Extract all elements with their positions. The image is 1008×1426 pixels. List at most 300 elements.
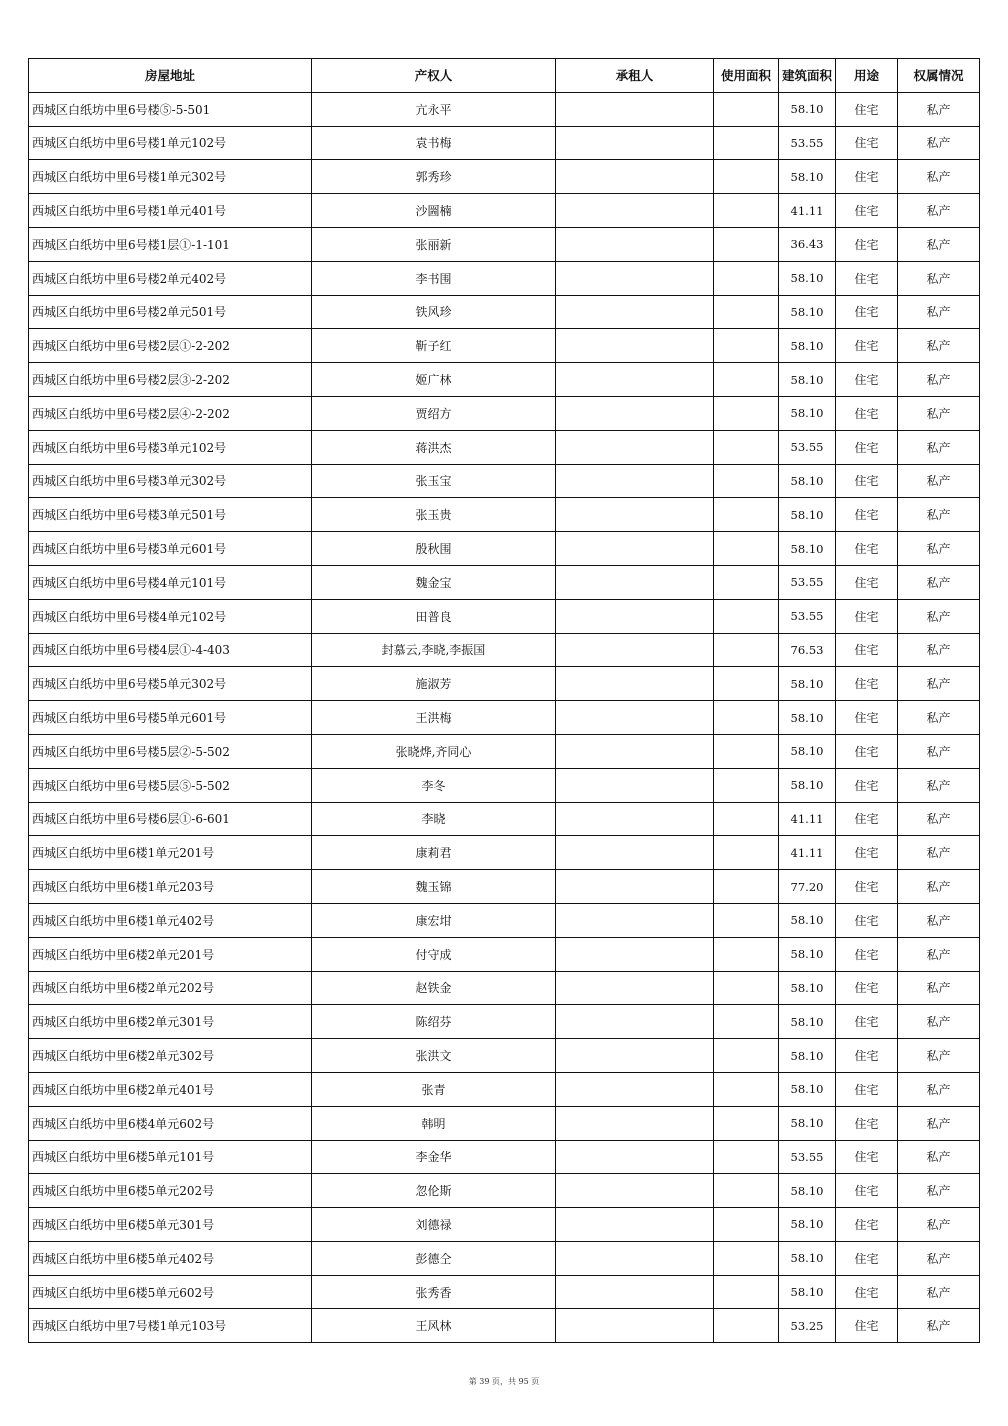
cell-usage: 住宅 bbox=[836, 194, 898, 228]
cell-owner: 张洪文 bbox=[312, 1039, 556, 1073]
cell-ownership: 私产 bbox=[898, 1106, 980, 1140]
table-row bbox=[29, 227, 980, 261]
cell-usage: 住宅 bbox=[836, 1005, 898, 1039]
cell-building-area: 58.10 bbox=[779, 768, 836, 802]
cell-address: 西城区白纸坊中里6号楼2层③-2-202 bbox=[29, 363, 312, 397]
cell-owner: 铁风珍 bbox=[312, 295, 556, 329]
cell-address: 西城区白纸坊中里6号楼2层④-2-202 bbox=[29, 396, 312, 430]
cell-usage: 住宅 bbox=[836, 701, 898, 735]
cell-usage: 住宅 bbox=[836, 768, 898, 802]
table-row bbox=[29, 1309, 980, 1343]
table-row bbox=[29, 1208, 980, 1242]
cell-tenant bbox=[556, 734, 714, 768]
table-row bbox=[29, 295, 980, 329]
cell-tenant bbox=[556, 565, 714, 599]
cell-owner: 殷秋围 bbox=[312, 532, 556, 566]
cell-ownership: 私产 bbox=[898, 971, 980, 1005]
cell-tenant bbox=[556, 1174, 714, 1208]
cell-building-area: 58.10 bbox=[779, 92, 836, 126]
table-row bbox=[29, 667, 980, 701]
table-row bbox=[29, 633, 980, 667]
cell-address: 西城区白纸坊中里6号楼3单元501号 bbox=[29, 498, 312, 532]
header-address: 房屋地址 bbox=[29, 59, 312, 93]
table-row bbox=[29, 802, 980, 836]
cell-ownership: 私产 bbox=[898, 227, 980, 261]
cell-ownership: 私产 bbox=[898, 565, 980, 599]
cell-building-area: 58.10 bbox=[779, 1039, 836, 1073]
cell-address: 西城区白纸坊中里6号楼5单元601号 bbox=[29, 701, 312, 735]
cell-tenant bbox=[556, 701, 714, 735]
cell-address: 西城区白纸坊中里6号楼1层①-1-101 bbox=[29, 227, 312, 261]
cell-ownership: 私产 bbox=[898, 836, 980, 870]
cell-address: 西城区白纸坊中里6号楼1单元102号 bbox=[29, 126, 312, 160]
cell-usage: 住宅 bbox=[836, 836, 898, 870]
cell-building-area: 53.55 bbox=[779, 599, 836, 633]
cell-usage: 住宅 bbox=[836, 1072, 898, 1106]
cell-address: 西城区白纸坊中里6号楼1单元302号 bbox=[29, 160, 312, 194]
cell-owner: 张玉宝 bbox=[312, 464, 556, 498]
cell-owner: 施淑芳 bbox=[312, 667, 556, 701]
cell-tenant bbox=[556, 1039, 714, 1073]
header-tenant: 承租人 bbox=[556, 59, 714, 93]
cell-address: 西城区白纸坊中里6楼2单元302号 bbox=[29, 1039, 312, 1073]
cell-usable-area bbox=[714, 1309, 779, 1343]
cell-usable-area bbox=[714, 498, 779, 532]
cell-ownership: 私产 bbox=[898, 464, 980, 498]
cell-tenant bbox=[556, 768, 714, 802]
cell-building-area: 58.10 bbox=[779, 667, 836, 701]
cell-owner: 王洪梅 bbox=[312, 701, 556, 735]
cell-ownership: 私产 bbox=[898, 1309, 980, 1343]
table-row bbox=[29, 498, 980, 532]
header-owner: 产权人 bbox=[312, 59, 556, 93]
cell-address: 西城区白纸坊中里6楼5单元202号 bbox=[29, 1174, 312, 1208]
cell-building-area: 58.10 bbox=[779, 937, 836, 971]
cell-tenant bbox=[556, 363, 714, 397]
cell-address: 西城区白纸坊中里6号楼⑤-5-501 bbox=[29, 92, 312, 126]
cell-building-area: 58.10 bbox=[779, 903, 836, 937]
table-row bbox=[29, 971, 980, 1005]
cell-address: 西城区白纸坊中里6楼2单元401号 bbox=[29, 1072, 312, 1106]
cell-usable-area bbox=[714, 1005, 779, 1039]
cell-usage: 住宅 bbox=[836, 329, 898, 363]
cell-owner: 王风林 bbox=[312, 1309, 556, 1343]
page-footer: 第 39 页，共 95 页 bbox=[468, 1377, 540, 1386]
cell-address: 西城区白纸坊中里6号楼1单元401号 bbox=[29, 194, 312, 228]
cell-ownership: 私产 bbox=[898, 870, 980, 904]
cell-ownership: 私产 bbox=[898, 396, 980, 430]
cell-usage: 住宅 bbox=[836, 1208, 898, 1242]
cell-ownership: 私产 bbox=[898, 734, 980, 768]
cell-usable-area bbox=[714, 1275, 779, 1309]
cell-building-area: 76.53 bbox=[779, 633, 836, 667]
cell-usable-area bbox=[714, 903, 779, 937]
table-row bbox=[29, 464, 980, 498]
cell-tenant bbox=[556, 498, 714, 532]
cell-ownership: 私产 bbox=[898, 701, 980, 735]
cell-ownership: 私产 bbox=[898, 430, 980, 464]
cell-owner: 彭德仝 bbox=[312, 1241, 556, 1275]
cell-address: 西城区白纸坊中里6楼5单元402号 bbox=[29, 1241, 312, 1275]
cell-usable-area bbox=[714, 329, 779, 363]
cell-usable-area bbox=[714, 701, 779, 735]
cell-usable-area bbox=[714, 734, 779, 768]
cell-usage: 住宅 bbox=[836, 1241, 898, 1275]
cell-usable-area bbox=[714, 227, 779, 261]
cell-building-area: 41.11 bbox=[779, 194, 836, 228]
cell-tenant bbox=[556, 295, 714, 329]
cell-owner: 陈绍芬 bbox=[312, 1005, 556, 1039]
table-row bbox=[29, 1140, 980, 1174]
table-row bbox=[29, 1241, 980, 1275]
cell-usage: 住宅 bbox=[836, 734, 898, 768]
cell-usable-area bbox=[714, 768, 779, 802]
cell-building-area: 58.10 bbox=[779, 261, 836, 295]
cell-building-area: 58.10 bbox=[779, 329, 836, 363]
cell-usable-area bbox=[714, 430, 779, 464]
cell-ownership: 私产 bbox=[898, 295, 980, 329]
cell-address: 西城区白纸坊中里6楼2单元202号 bbox=[29, 971, 312, 1005]
cell-ownership: 私产 bbox=[898, 498, 980, 532]
cell-ownership: 私产 bbox=[898, 768, 980, 802]
cell-ownership: 私产 bbox=[898, 261, 980, 295]
cell-owner: 张青 bbox=[312, 1072, 556, 1106]
cell-address: 西城区白纸坊中里6楼5单元301号 bbox=[29, 1208, 312, 1242]
cell-owner: 忽伦斯 bbox=[312, 1174, 556, 1208]
table-row bbox=[29, 92, 980, 126]
cell-ownership: 私产 bbox=[898, 1275, 980, 1309]
cell-usable-area bbox=[714, 1241, 779, 1275]
cell-owner: 刘德禄 bbox=[312, 1208, 556, 1242]
cell-tenant bbox=[556, 396, 714, 430]
cell-address: 西城区白纸坊中里6楼2单元201号 bbox=[29, 937, 312, 971]
cell-tenant bbox=[556, 1005, 714, 1039]
header-ownership: 权属情况 bbox=[898, 59, 980, 93]
cell-ownership: 私产 bbox=[898, 1005, 980, 1039]
cell-building-area: 58.10 bbox=[779, 1106, 836, 1140]
cell-building-area: 58.10 bbox=[779, 532, 836, 566]
cell-address: 西城区白纸坊中里6号楼4单元101号 bbox=[29, 565, 312, 599]
cell-usage: 住宅 bbox=[836, 565, 898, 599]
table-row bbox=[29, 903, 980, 937]
cell-owner: 付守成 bbox=[312, 937, 556, 971]
cell-ownership: 私产 bbox=[898, 160, 980, 194]
cell-address: 西城区白纸坊中里6号楼5单元302号 bbox=[29, 667, 312, 701]
cell-address: 西城区白纸坊中里6楼1单元201号 bbox=[29, 836, 312, 870]
cell-tenant bbox=[556, 227, 714, 261]
cell-usable-area bbox=[714, 363, 779, 397]
cell-usable-area bbox=[714, 1072, 779, 1106]
cell-building-area: 58.10 bbox=[779, 498, 836, 532]
cell-address: 西城区白纸坊中里6号楼3单元102号 bbox=[29, 430, 312, 464]
cell-address: 西城区白纸坊中里6楼2单元301号 bbox=[29, 1005, 312, 1039]
cell-building-area: 41.11 bbox=[779, 802, 836, 836]
cell-building-area: 58.10 bbox=[779, 734, 836, 768]
table-row bbox=[29, 734, 980, 768]
property-table bbox=[28, 58, 980, 1343]
cell-owner: 李金华 bbox=[312, 1140, 556, 1174]
cell-tenant bbox=[556, 1140, 714, 1174]
cell-ownership: 私产 bbox=[898, 194, 980, 228]
cell-building-area: 53.25 bbox=[779, 1309, 836, 1343]
cell-ownership: 私产 bbox=[898, 633, 980, 667]
cell-ownership: 私产 bbox=[898, 1174, 980, 1208]
cell-usable-area bbox=[714, 633, 779, 667]
cell-address: 西城区白纸坊中里6楼5单元101号 bbox=[29, 1140, 312, 1174]
table-row bbox=[29, 430, 980, 464]
cell-usable-area bbox=[714, 160, 779, 194]
cell-owner: 亢永平 bbox=[312, 92, 556, 126]
cell-building-area: 41.11 bbox=[779, 836, 836, 870]
cell-tenant bbox=[556, 903, 714, 937]
cell-owner: 蒋洪杰 bbox=[312, 430, 556, 464]
cell-usage: 住宅 bbox=[836, 1309, 898, 1343]
table-row bbox=[29, 1174, 980, 1208]
cell-usable-area bbox=[714, 971, 779, 1005]
cell-address: 西城区白纸坊中里6号楼4单元102号 bbox=[29, 599, 312, 633]
cell-owner: 赵铁金 bbox=[312, 971, 556, 1005]
cell-owner: 康宏坩 bbox=[312, 903, 556, 937]
cell-building-area: 58.10 bbox=[779, 1208, 836, 1242]
cell-owner: 贾绍方 bbox=[312, 396, 556, 430]
cell-usage: 住宅 bbox=[836, 599, 898, 633]
cell-usable-area bbox=[714, 1039, 779, 1073]
cell-usable-area bbox=[714, 667, 779, 701]
cell-building-area: 58.10 bbox=[779, 363, 836, 397]
cell-tenant bbox=[556, 92, 714, 126]
cell-building-area: 58.10 bbox=[779, 295, 836, 329]
cell-usage: 住宅 bbox=[836, 92, 898, 126]
cell-address: 西城区白纸坊中里6楼4单元602号 bbox=[29, 1106, 312, 1140]
cell-usable-area bbox=[714, 261, 779, 295]
table-row bbox=[29, 194, 980, 228]
cell-building-area: 58.10 bbox=[779, 971, 836, 1005]
cell-owner: 康莉君 bbox=[312, 836, 556, 870]
cell-owner: 李书围 bbox=[312, 261, 556, 295]
cell-building-area: 58.10 bbox=[779, 1072, 836, 1106]
table-row bbox=[29, 363, 980, 397]
cell-building-area: 58.10 bbox=[779, 1174, 836, 1208]
table-row bbox=[29, 532, 980, 566]
cell-address: 西城区白纸坊中里6号楼2单元501号 bbox=[29, 295, 312, 329]
cell-usage: 住宅 bbox=[836, 903, 898, 937]
cell-building-area: 58.10 bbox=[779, 1275, 836, 1309]
cell-usable-area bbox=[714, 1140, 779, 1174]
cell-owner: 靳子红 bbox=[312, 329, 556, 363]
table-row bbox=[29, 1072, 980, 1106]
cell-tenant bbox=[556, 532, 714, 566]
cell-usage: 住宅 bbox=[836, 160, 898, 194]
cell-address: 西城区白纸坊中里6楼1单元203号 bbox=[29, 870, 312, 904]
cell-owner: 李冬 bbox=[312, 768, 556, 802]
cell-owner: 张玉贵 bbox=[312, 498, 556, 532]
cell-ownership: 私产 bbox=[898, 599, 980, 633]
cell-owner: 沙圌楠 bbox=[312, 194, 556, 228]
cell-building-area: 53.55 bbox=[779, 1140, 836, 1174]
table-row bbox=[29, 599, 980, 633]
cell-usable-area bbox=[714, 464, 779, 498]
cell-usable-area bbox=[714, 126, 779, 160]
cell-usable-area bbox=[714, 396, 779, 430]
cell-ownership: 私产 bbox=[898, 903, 980, 937]
table-row bbox=[29, 1275, 980, 1309]
cell-building-area: 58.10 bbox=[779, 396, 836, 430]
table-row bbox=[29, 768, 980, 802]
cell-owner: 魏玉锦 bbox=[312, 870, 556, 904]
table-row bbox=[29, 396, 980, 430]
cell-ownership: 私产 bbox=[898, 1140, 980, 1174]
cell-ownership: 私产 bbox=[898, 532, 980, 566]
table-row bbox=[29, 937, 980, 971]
cell-address: 西城区白纸坊中里6楼1单元402号 bbox=[29, 903, 312, 937]
cell-tenant bbox=[556, 1309, 714, 1343]
cell-address: 西城区白纸坊中里6号楼2单元402号 bbox=[29, 261, 312, 295]
cell-owner: 郭秀珍 bbox=[312, 160, 556, 194]
cell-tenant bbox=[556, 802, 714, 836]
cell-tenant bbox=[556, 1106, 714, 1140]
table-row bbox=[29, 836, 980, 870]
cell-address: 西城区白纸坊中里6号楼4层①-4-403 bbox=[29, 633, 312, 667]
cell-tenant bbox=[556, 599, 714, 633]
cell-owner: 韩明 bbox=[312, 1106, 556, 1140]
table-row bbox=[29, 160, 980, 194]
cell-ownership: 私产 bbox=[898, 1072, 980, 1106]
cell-ownership: 私产 bbox=[898, 1241, 980, 1275]
table-header-row bbox=[29, 59, 980, 93]
cell-tenant bbox=[556, 1072, 714, 1106]
cell-building-area: 58.10 bbox=[779, 701, 836, 735]
cell-address: 西城区白纸坊中里6号楼5层②-5-502 bbox=[29, 734, 312, 768]
cell-usable-area bbox=[714, 92, 779, 126]
cell-tenant bbox=[556, 971, 714, 1005]
cell-building-area: 53.55 bbox=[779, 565, 836, 599]
cell-usage: 住宅 bbox=[836, 430, 898, 464]
cell-address: 西城区白纸坊中里6楼5单元602号 bbox=[29, 1275, 312, 1309]
table-row bbox=[29, 1106, 980, 1140]
cell-ownership: 私产 bbox=[898, 667, 980, 701]
cell-tenant bbox=[556, 464, 714, 498]
table-row bbox=[29, 1039, 980, 1073]
cell-building-area: 58.10 bbox=[779, 160, 836, 194]
cell-building-area: 53.55 bbox=[779, 126, 836, 160]
cell-usable-area bbox=[714, 802, 779, 836]
header-building-area: 建筑面积 bbox=[779, 59, 836, 93]
cell-usage: 住宅 bbox=[836, 498, 898, 532]
table-row bbox=[29, 261, 980, 295]
cell-tenant bbox=[556, 160, 714, 194]
cell-building-area: 58.10 bbox=[779, 1241, 836, 1275]
cell-usable-area bbox=[714, 937, 779, 971]
cell-usable-area bbox=[714, 1174, 779, 1208]
cell-usable-area bbox=[714, 870, 779, 904]
cell-owner: 封慕云,李晓,李振国 bbox=[312, 633, 556, 667]
cell-usage: 住宅 bbox=[836, 1039, 898, 1073]
cell-tenant bbox=[556, 1275, 714, 1309]
cell-ownership: 私产 bbox=[898, 1039, 980, 1073]
cell-ownership: 私产 bbox=[898, 802, 980, 836]
table-body bbox=[29, 92, 980, 1342]
cell-ownership: 私产 bbox=[898, 363, 980, 397]
header-usage: 用途 bbox=[836, 59, 898, 93]
cell-building-area: 58.10 bbox=[779, 464, 836, 498]
cell-tenant bbox=[556, 633, 714, 667]
cell-usable-area bbox=[714, 1106, 779, 1140]
cell-usage: 住宅 bbox=[836, 1174, 898, 1208]
table-row bbox=[29, 701, 980, 735]
cell-usable-area bbox=[714, 565, 779, 599]
cell-usable-area bbox=[714, 836, 779, 870]
cell-address: 西城区白纸坊中里6号楼3单元302号 bbox=[29, 464, 312, 498]
cell-owner: 田普良 bbox=[312, 599, 556, 633]
table-row bbox=[29, 1005, 980, 1039]
table-row bbox=[29, 126, 980, 160]
cell-owner: 魏金宝 bbox=[312, 565, 556, 599]
cell-address: 西城区白纸坊中里6号楼5层⑤-5-502 bbox=[29, 768, 312, 802]
cell-usage: 住宅 bbox=[836, 1140, 898, 1174]
cell-usable-area bbox=[714, 532, 779, 566]
cell-owner: 张秀香 bbox=[312, 1275, 556, 1309]
cell-usage: 住宅 bbox=[836, 667, 898, 701]
table-row bbox=[29, 870, 980, 904]
cell-usage: 住宅 bbox=[836, 1106, 898, 1140]
property-table-container bbox=[28, 58, 979, 1343]
cell-ownership: 私产 bbox=[898, 937, 980, 971]
cell-usage: 住宅 bbox=[836, 1275, 898, 1309]
cell-tenant bbox=[556, 870, 714, 904]
cell-usage: 住宅 bbox=[836, 227, 898, 261]
cell-owner: 张丽新 bbox=[312, 227, 556, 261]
cell-usable-area bbox=[714, 599, 779, 633]
cell-usage: 住宅 bbox=[836, 532, 898, 566]
cell-usage: 住宅 bbox=[836, 870, 898, 904]
cell-owner: 袁书梅 bbox=[312, 126, 556, 160]
cell-building-area: 77.20 bbox=[779, 870, 836, 904]
cell-ownership: 私产 bbox=[898, 1208, 980, 1242]
cell-tenant bbox=[556, 836, 714, 870]
cell-tenant bbox=[556, 430, 714, 464]
cell-usage: 住宅 bbox=[836, 937, 898, 971]
cell-tenant bbox=[556, 329, 714, 363]
cell-tenant bbox=[556, 1208, 714, 1242]
cell-ownership: 私产 bbox=[898, 92, 980, 126]
cell-ownership: 私产 bbox=[898, 329, 980, 363]
cell-building-area: 58.10 bbox=[779, 1005, 836, 1039]
cell-tenant bbox=[556, 667, 714, 701]
header-usable-area: 使用面积 bbox=[714, 59, 779, 93]
cell-ownership: 私产 bbox=[898, 126, 980, 160]
cell-building-area: 53.55 bbox=[779, 430, 836, 464]
cell-usable-area bbox=[714, 194, 779, 228]
cell-usable-area bbox=[714, 295, 779, 329]
cell-tenant bbox=[556, 126, 714, 160]
cell-owner: 姬广林 bbox=[312, 363, 556, 397]
cell-usage: 住宅 bbox=[836, 396, 898, 430]
cell-tenant bbox=[556, 937, 714, 971]
cell-usage: 住宅 bbox=[836, 363, 898, 397]
table-row bbox=[29, 329, 980, 363]
cell-usage: 住宅 bbox=[836, 633, 898, 667]
cell-address: 西城区白纸坊中里6号楼3单元601号 bbox=[29, 532, 312, 566]
cell-tenant bbox=[556, 1241, 714, 1275]
cell-building-area: 36.43 bbox=[779, 227, 836, 261]
cell-tenant bbox=[556, 261, 714, 295]
cell-address: 西城区白纸坊中里7号楼1单元103号 bbox=[29, 1309, 312, 1343]
table-row bbox=[29, 565, 980, 599]
cell-address: 西城区白纸坊中里6号楼2层①-2-202 bbox=[29, 329, 312, 363]
cell-owner: 李晓 bbox=[312, 802, 556, 836]
cell-usage: 住宅 bbox=[836, 971, 898, 1005]
cell-usage: 住宅 bbox=[836, 126, 898, 160]
